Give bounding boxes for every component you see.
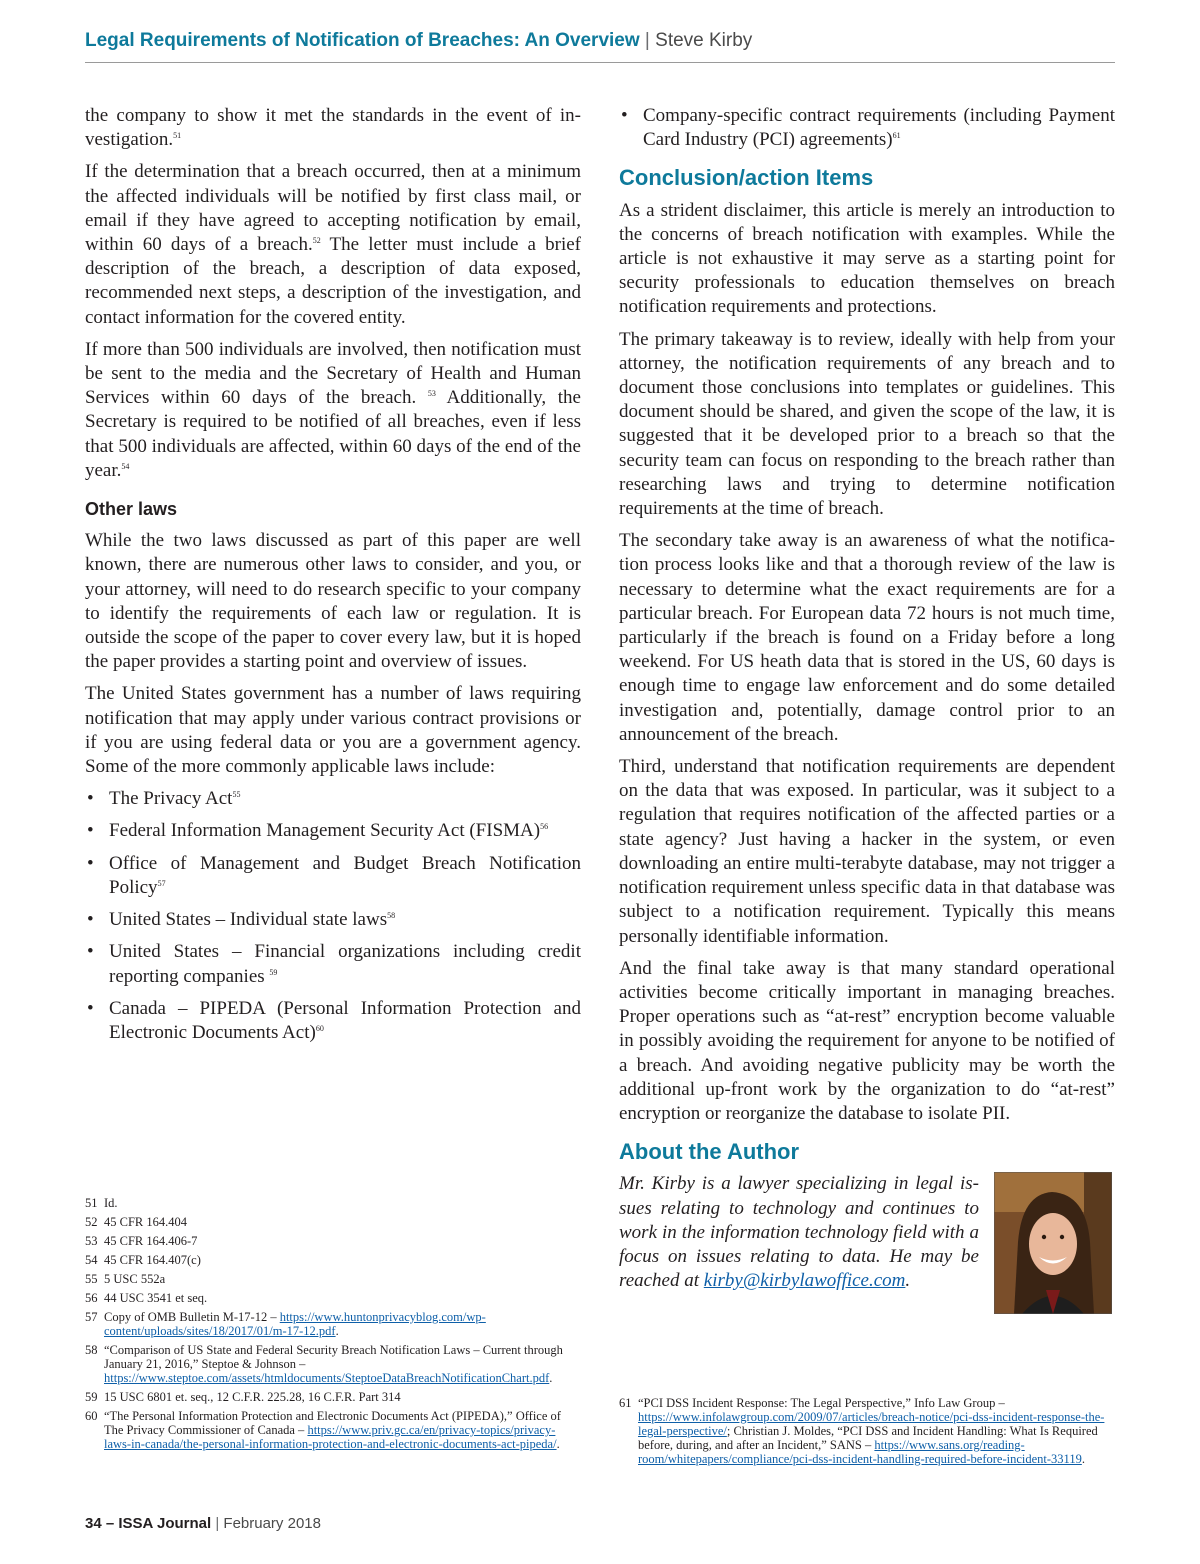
footnote: 57 Copy of OMB Bulletin M-17-12 – https://www.huntonprivacyblog.com/wp-content/uploads/sites/18/2017/01/m-17-12.pdf. <box>85 1310 486 1338</box>
bullet-icon: • <box>87 909 94 931</box>
paragraph: Third, understand that notification requirements are dependent on the data that was exposed. In particular, was it subject to a regulation that requires notification of the affected parties or a state agency? Just having a hacker in the system, or even downloading an entire multi-terabyte database, may not trigger a notification requirement unless specific data in that database was subject to a notification requirement. Typically this means personally identifiable information. <box>619 756 1115 947</box>
footnote-link[interactable]: https://www.infolawgroup.com/2009/07/articles/breach-notice/pci-dss-incident-response-the-legal-perspective/ <box>638 1410 1105 1438</box>
footnote: 60 “The Personal Information Protection and Electronic Documents Act (PIPEDA),” Office of The Privacy Commissioner of Canada – https://www.priv.gc.ca/en/privacy-topics/privacy-laws-in-canada/the-personal-information-protection-and-electronic-documents-act-pipeda/. <box>85 1409 561 1451</box>
issue-date: February 2018 <box>223 1515 321 1532</box>
paragraph: While the two laws discussed as part of this paper are well known, there are numerous other laws to consider, and you, or your attorney, will need to do research specific to your company to identify the requirements of each law or regulation. It is outside the scope of the paper to cover every law, but it is hoped the paper provides a starting point and overview of issues. <box>85 530 581 673</box>
footnote-ref[interactable]: 57 <box>157 878 166 888</box>
author-section <box>619 1172 1115 1293</box>
bullet-icon: • <box>621 105 628 126</box>
bullet-icon: • <box>87 852 94 874</box>
paragraph: As a strident disclaimer, this article is merely an introduction to the concerns of breach notification with examples. While the article is not exhaustive it may serve as a starting point for security professionals to education themselves on breach notification requirements and protections. <box>619 199 1115 318</box>
footnote-link[interactable]: https://www.priv.gc.ca/en/privacy-topics/privacy-laws-in-canada/the-personal-information-protection-and-electronic-documents-act-pipeda/ <box>104 1423 557 1451</box>
laws-list <box>85 787 581 1045</box>
list-item: • Office of Management and Budget Breach Notification Policy$^{57}$ <box>87 852 581 898</box>
bullet-icon: • <box>87 997 94 1019</box>
paragraph: If the determination that a breach occurred, then at a minimum the affected individuals will be notified by first class mail, or email if they have agreed to accepting notification by email, within 60 days of a breach.$^{52}$ The letter must include a brief description of the breach, a description of data exposed, recommended next steps, a description of the investigation, and contact information for the covered entity. <box>85 161 581 328</box>
page-number: 34 – ISSA Journal <box>85 1515 212 1532</box>
footnote: 61 “PCI DSS Incident Response: The Legal Perspective,” Info Law Group – https://www.infolawgroup.com/2009/07/articles/breach-notice/pci-dss-incident-response-the-legal-perspective/; Christian J. Moldes, “PCI DSS and Incident Handling: What Is Required before, during, and after an Incident,” SANS – https://www.sans.org/reading-room/whitepapers/compliance/pci-dss-incident-handling-required-before-incident-33119. <box>619 1396 1105 1466</box>
paragraph: The United States government has a number of laws requiring notification that may apply under various contract provisions or if you are using federal data or you are a government agency. Some of the more commonly applicable laws include: <box>85 683 581 778</box>
paragraph: The primary takeaway is to review, ideally with help from your attorney, the notification requirements of any breach and to document those conclusions into templates or guidelines. This document should be shared, and given the scope of the law, it is suggested that it be developed prior to a breach so that the security team can focus on responding to the breach rather than researching laws and trying to determine notification requirements at the time of breach. <box>619 328 1115 520</box>
running-header <box>85 30 1115 63</box>
left-column <box>85 104 581 1053</box>
author-photo <box>994 1172 1112 1314</box>
footnotes-right <box>619 1396 1115 1471</box>
footnote-link[interactable]: https://www.huntonprivacyblog.com/wp-content/uploads/sites/18/2017/01/m-17-12.pdf <box>104 1310 486 1338</box>
article-title: Legal Requirements of Notification of Breaches: An Overview <box>85 30 640 51</box>
paragraph: the company to show it met the standards in the event of investigation.$^{51}$ <box>85 105 581 151</box>
footnote-ref[interactable]: 51 <box>173 131 182 141</box>
list-item: • Federal Information Management Security Act (FISMA)$^{56}$ <box>85 819 581 843</box>
footnote-link[interactable]: https://www.steptoe.com/assets/htmldocuments/SteptoeDataBreachNotificationChart.pdf <box>104 1371 550 1385</box>
footnote: 55 5 USC 552a <box>85 1272 166 1286</box>
footnote-ref[interactable]: 56 <box>540 822 549 832</box>
paragraph: And the final take away is that many standard operational activities become critically important in managing breaches. Proper operations such as “at-rest” encryption become valuable in possibly avoiding the requirement for anyone to be notified of a breach. And avoiding negative publicity may be worth the additional up-front work by the organization to do “at-rest” encryption or reorganize the database to isolate PII. <box>619 957 1115 1124</box>
footnote-ref[interactable]: 61 <box>892 131 901 141</box>
header-author: Steve Kirby <box>655 30 753 51</box>
heading-about-author: About the Author <box>619 1139 800 1165</box>
footnote: 56 44 USC 3541 et seq. <box>85 1291 208 1305</box>
footnote-ref[interactable]: 58 <box>387 911 396 921</box>
author-email-link[interactable]: kirby@kirbylawoffice.com <box>703 1270 906 1292</box>
bullet-icon: • <box>87 820 94 842</box>
paragraph: If more than 500 individuals are involved, then notification must be sent to the media and the Secretary of Health and Human Services within 60 days of the breach. $^{53}$ Additionally, the Secretary is required to be notified of all breaches, even if less that 500 individuals are affected, within 60 days of the end of the year.$^{54}$ <box>85 338 581 481</box>
footnote-ref[interactable]: 59 <box>269 967 278 977</box>
contract-list <box>619 104 1115 152</box>
footnote: 59 15 USC 6801 et. seq., 12 C.F.R. 225.28, 16 C.F.R. Part 314 <box>85 1390 401 1404</box>
heading-other-laws: Other laws <box>85 499 178 520</box>
footnote: 53 45 CFR 164.406-7 <box>85 1234 198 1248</box>
right-column <box>619 104 1115 1293</box>
page-footer <box>85 1515 321 1532</box>
list-item: • Canada – PIPEDA (Personal Information Protection and Electronic Documents Act)$^{60}$ <box>87 997 581 1043</box>
header-separator: | <box>639 30 656 51</box>
author-bio: Mr. Kirby is a lawyer specializing in legal issues relating to technology and continues to work in the information technology field with a focus on issues relating to data. He may be reached at kirby@kirbylawoffice.com. <box>619 1173 979 1292</box>
list-item: • The Privacy Act$^{55}$ <box>85 787 581 811</box>
footnote: 52 45 CFR 164.404 <box>85 1215 188 1229</box>
footnote: 58 “Comparison of US State and Federal Security Breach Notification Laws – Current through January 21, 2016,” Steptoe & Johnson – https://www.steptoe.com/assets/htmldocuments/SteptoeDataBreachNotificationChart.pdf. <box>85 1343 563 1385</box>
footnote-ref[interactable]: 52 <box>312 236 321 246</box>
footnote: 51 Id. <box>85 1196 118 1210</box>
footnote-ref[interactable]: 55 <box>232 790 241 800</box>
footnote-link[interactable]: https://www.sans.org/reading-room/whitepapers/compliance/pci-dss-incident-handling-required-before-incident-33119 <box>638 1438 1082 1466</box>
footnote-ref[interactable]: 54 <box>121 461 130 471</box>
bullet-icon: • <box>87 788 94 810</box>
list-item: • Company-specific contract requirements (including Payment Card Industry (PCI) agreements)$^{61}$ <box>621 105 1115 151</box>
paragraph: The secondary take away is an awareness of what the notification process looks like and that a thorough review of the law is necessary to determine what the exact requirements are for a particular breach. For European data 72 hours is not much time, particularly if the breach is found on a Friday before a long weekend. For US heath data that is stored in the US, 60 days is enough time to engage law enforcement and do some detailed investigation and, potentially, damage control prior to an announcement of the breach. <box>619 530 1115 745</box>
list-item: • United States – Individual state laws$^{58}$ <box>85 908 581 932</box>
footer-separator: | <box>211 1515 224 1532</box>
footnote: 54 45 CFR 164.407(c) <box>85 1253 201 1267</box>
footnote-ref[interactable]: 53 <box>427 389 436 399</box>
footnotes-left <box>85 1196 581 1456</box>
list-item: • United States – Financial organizations including credit reporting companies $^{59}$ <box>87 941 581 987</box>
footnote-ref[interactable]: 60 <box>315 1023 324 1033</box>
heading-conclusion: Conclusion/action Items <box>619 165 874 191</box>
bullet-icon: • <box>87 941 94 963</box>
